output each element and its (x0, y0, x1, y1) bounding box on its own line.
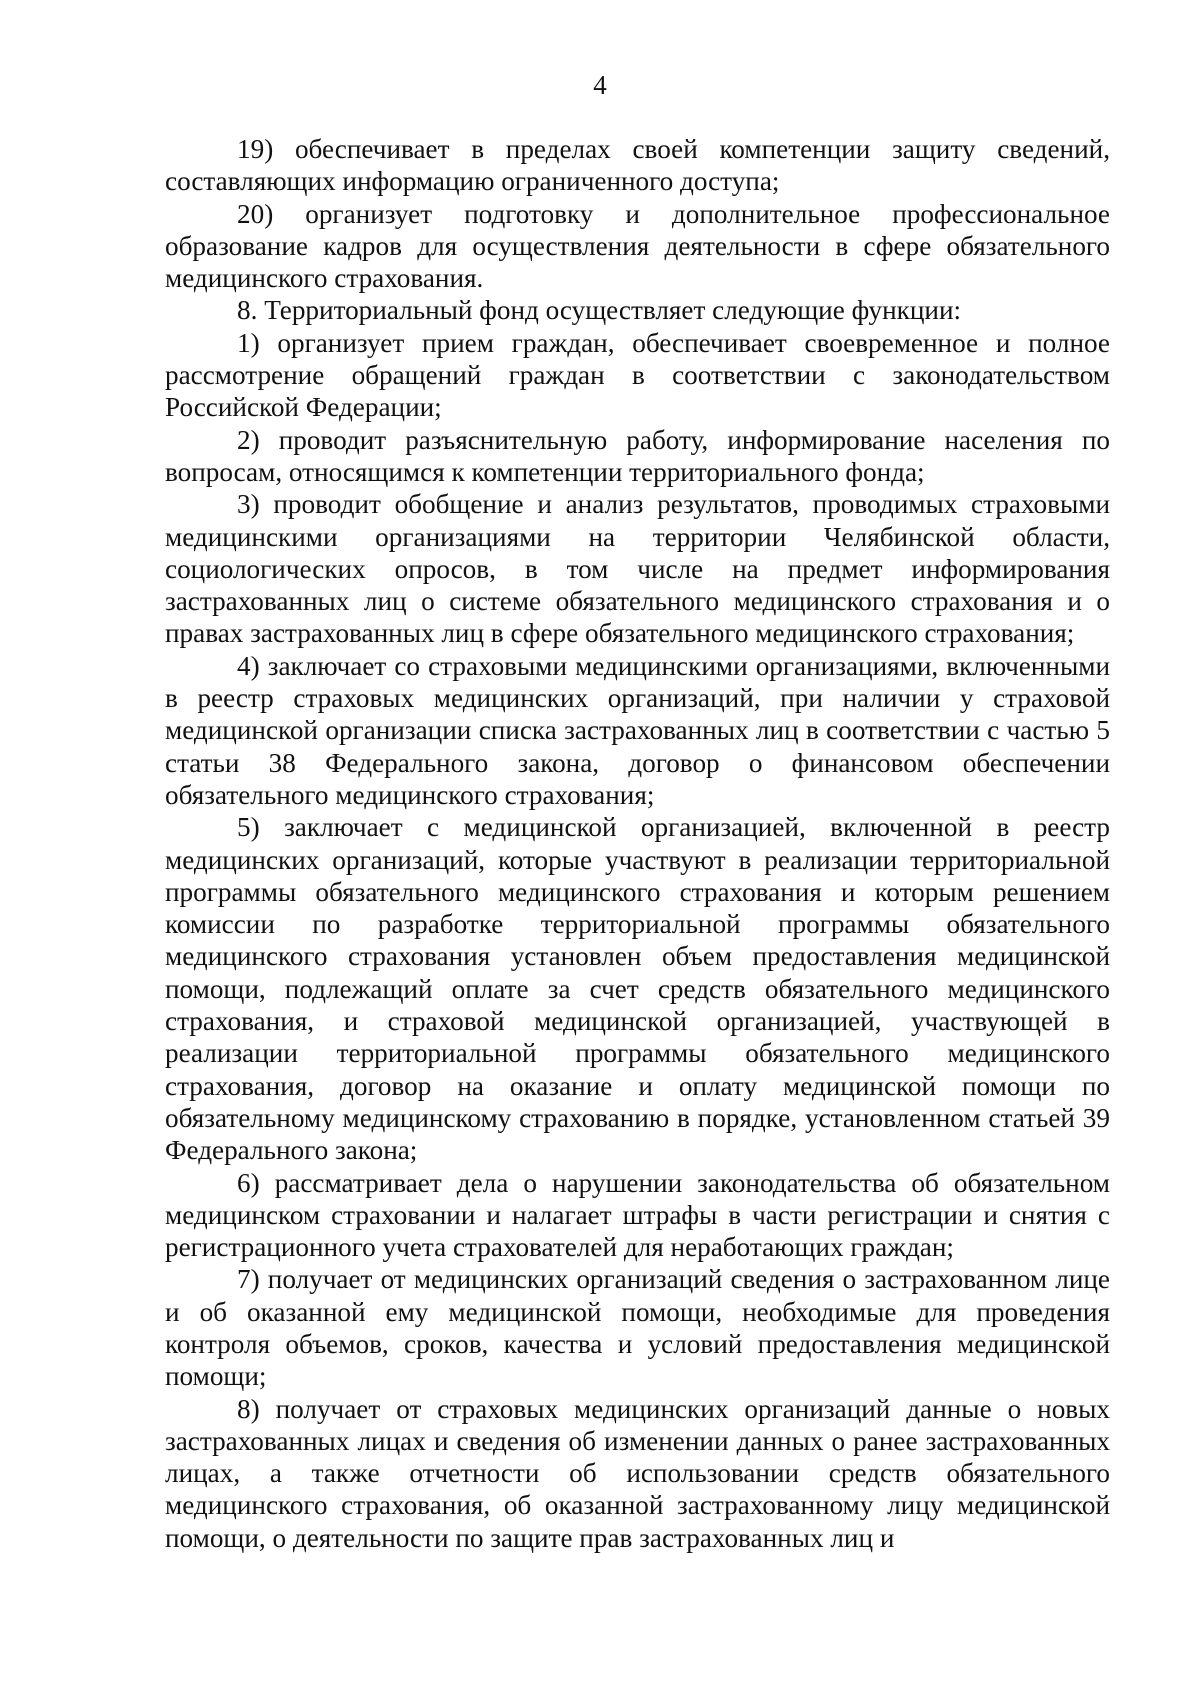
paragraph-item-19: 19) обеспечивает в пределах своей компетенции защиту сведений, составляющих информацию ограниченного доступа; (165, 134, 1110, 197)
document-body (165, 133, 1110, 1554)
paragraph-function-1: 1) организует прием граждан, обеспечивает своевременное и полное рассмотрение обращений граждан в соответствии с законодательством Российской Федерации; (165, 327, 1110, 423)
paragraph-function-8: 8) получает от страховых медицинских организаций данные о новых застрахованных лицах и сведения об изменении данных о ранее застрахованных лицах, а также отчетности об использовании средств обязательного медицинского страхования, об оказанной застрахованному лицу медицинской помощи, о деятельности по защите прав застрахованных лиц и (165, 1393, 1110, 1553)
page-number: 4 (593, 70, 607, 100)
paragraph-function-7: 7) получает от медицинских организаций сведения о застрахованном лице и об оказанной ему медицинской помощи, необходимые для проведения контроля объемов, сроков, качества и условий предоставления медицинской помощи; (165, 1264, 1110, 1392)
paragraph-section-8-heading: 8. Территориальный фонд осуществляет следующие функции: (237, 295, 962, 326)
paragraph-item-20: 20) организует подготовку и дополнительное профессиональное образование кадров для осуществления деятельности в сфере обязательного медицинского страхования. (165, 198, 1110, 294)
paragraph-function-6: 6) рассматривает дела о нарушении законодательства об обязательном медицинском страховании и налагает штрафы в части регистрации и снятия с регистрационного учета страхователей для неработающих граждан; (165, 1167, 1110, 1263)
paragraph-function-2: 2) проводит разъяснительную работу, информирование населения по вопросам, относящимся к компетенции территориального фонда; (165, 424, 1110, 487)
paragraph-function-3: 3) проводит обобщение и анализ результатов, проводимых страховыми медицинскими организациями на территории Челябинской области, социологических опросов, в том числе на предмет информирования застрахованных лиц о системе обязательного медицинского страхования и о правах застрахованных лиц в сфере обязательного медицинского страхования; (165, 489, 1110, 649)
paragraph-function-5: 5) заключает с медицинской организацией, включенной в реестр медицинских организаций, которые участвуют в реализации территориальной программы обязательного медицинского страхования и которым решением комиссии по разработке территориальной программы обязательного медицинского страхования установлен объем предоставления медицинской помощи, подлежащий оплате за счет средств обязательного медицинского страхования, и страховой медицинской организацией, участвующей в реализации территориальной программы обязательного медицинского страхования, договор на оказание и оплату медицинской помощи по обязательному медицинскому страхованию в порядке, установленном статьей 39 Федерального закона; (165, 812, 1110, 1166)
paragraph-function-4: 4) заключает со страховыми медицинскими организациями, включенными в реестр страховых медицинских организаций, при наличии у страховой медицинской организации списка застрахованных лиц в соответствии с частью 5 статьи 38 Федерального закона, договор о финансовом обеспечении обязательного медицинского страхования; (165, 650, 1110, 810)
